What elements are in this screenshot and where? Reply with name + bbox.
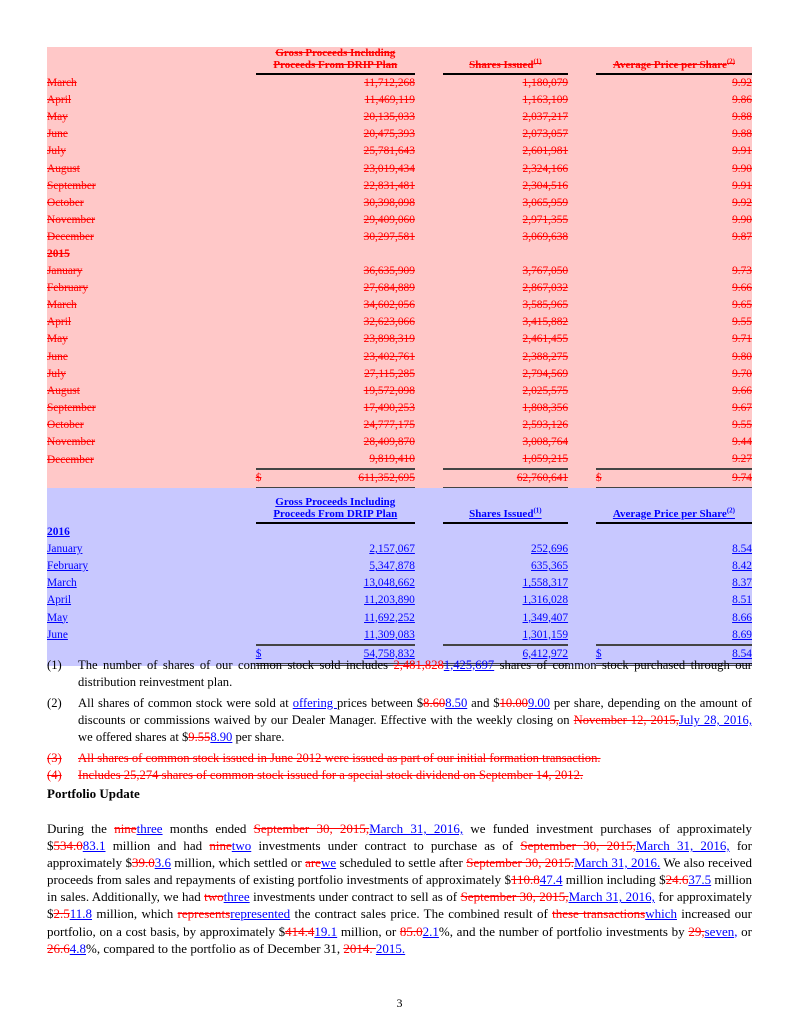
- average-price-value: 9.73: [732, 265, 752, 278]
- average-price-value: 9.90: [732, 162, 752, 175]
- table-row: [47, 195, 752, 212]
- total-price: 8.54: [608, 645, 752, 665]
- table-row: [47, 434, 752, 451]
- gross-proceeds-value: 30,297,581: [363, 230, 415, 243]
- shares-issued-value: 1,301,159: [522, 628, 569, 641]
- shares-issued-value: 2,601,981: [522, 145, 569, 158]
- table-row: [47, 280, 752, 297]
- average-price-value: 9.88: [732, 128, 752, 141]
- month-label: February: [47, 560, 89, 573]
- month-label: March: [47, 299, 77, 312]
- footnotes: [47, 657, 752, 784]
- month-label: June: [47, 629, 68, 642]
- shares-issued-value: 1,180,079: [522, 77, 569, 90]
- month-label: July: [47, 367, 66, 380]
- inserted-table-header-row: [47, 488, 752, 523]
- header-shares-issued: Shares Issued$^{(1)}$: [443, 47, 568, 74]
- average-price-value: 9.65: [732, 299, 752, 312]
- average-price-value: 9.66: [732, 384, 752, 397]
- gross-proceeds-value: 11,309,083: [364, 628, 415, 641]
- table-row: [47, 541, 752, 558]
- gross-proceeds-value: 23,402,761: [363, 350, 415, 363]
- gross-proceeds-value: 20,475,393: [363, 128, 415, 141]
- year-row-2015: 2015: [47, 247, 70, 260]
- footnote-1: (1) The number of shares of our common stock sold includes 2,481,8281,425,697 shares of common stock purchased through our distribution reinvestment plan.: [47, 658, 752, 689]
- table-row: [47, 263, 752, 280]
- gross-proceeds-value: 11,203,890: [364, 594, 415, 607]
- average-price-value: 9.92: [732, 196, 752, 209]
- page-number: 3: [396, 996, 403, 1010]
- shares-issued-value: 2,304,516: [522, 179, 569, 192]
- inserted-sales-table: [47, 488, 752, 666]
- shares-issued-value: 3,069,638: [522, 230, 569, 243]
- gross-proceeds-value: 36,635,909: [363, 265, 415, 278]
- table-row: [47, 143, 752, 160]
- table-row: [47, 178, 752, 195]
- shares-issued-value: 3,585,965: [522, 299, 569, 312]
- shares-issued-value: 3,415,882: [522, 316, 569, 329]
- gross-proceeds-value: 17,490,253: [363, 401, 415, 414]
- gross-proceeds-value: 30,398,098: [363, 196, 415, 209]
- table-row: [47, 74, 752, 92]
- total-gross: 54,758,832: [268, 645, 415, 665]
- shares-issued-value: 1,316,028: [522, 594, 569, 607]
- gross-proceeds-value: 5,347,878: [369, 560, 415, 573]
- average-price-value: 9.44: [732, 436, 752, 449]
- month-label: March: [47, 76, 77, 89]
- month-label: August: [47, 384, 80, 397]
- gross-proceeds-value: 27,684,889: [363, 282, 415, 295]
- deleted-table-header-row: [47, 47, 752, 74]
- shares-issued-value: 2,794,569: [522, 367, 569, 380]
- month-label: November: [47, 213, 96, 226]
- average-price-value: 9.66: [732, 282, 752, 295]
- table-row: [47, 126, 752, 143]
- gross-proceeds-value: 24,777,175: [363, 418, 415, 431]
- header-shares-issued: Shares Issued$^{(1)}$: [443, 488, 568, 523]
- shares-issued-value: 1,059,215: [522, 453, 569, 466]
- table-row: [47, 417, 752, 434]
- table-row: [47, 297, 752, 314]
- shares-issued-value: 1,163,109: [522, 94, 569, 107]
- table-row: [47, 92, 752, 109]
- deleted-total-row: $ 611,352,695 62,760,641 $ 9.74: [47, 469, 752, 489]
- month-label: October: [47, 418, 84, 431]
- average-price-value: 8.37: [732, 577, 752, 590]
- table-row: [47, 229, 752, 246]
- table-row: [47, 109, 752, 126]
- month-label: November: [47, 436, 96, 449]
- gross-proceeds-value: 11,469,119: [364, 94, 415, 107]
- header-average-price: Average Price per Share$^{(2)}$: [596, 47, 752, 74]
- table-row: [47, 160, 752, 177]
- shares-issued-value: 2,324,166: [522, 162, 569, 175]
- footnote-3-deleted: (3) All shares of common stock issued in June 2012 were issued as part of our initial formation transaction.: [47, 751, 601, 765]
- shares-issued-value: 2,025,575: [522, 384, 569, 397]
- average-price-value: 8.69: [732, 628, 752, 641]
- shares-issued-value: 2,073,057: [522, 128, 569, 141]
- header-gross-proceeds: Gross Proceeds Including Proceeds From DRIP Plan: [256, 488, 415, 523]
- average-price-value: 9.71: [732, 333, 752, 346]
- average-price-value: 8.54: [732, 543, 752, 556]
- gross-proceeds-value: 23,019,434: [363, 162, 415, 175]
- gross-proceeds-value: 34,602,056: [363, 299, 415, 312]
- average-price-value: 9.87: [732, 230, 752, 243]
- shares-issued-value: 1,349,407: [522, 611, 569, 624]
- total-shares: 6,412,972: [443, 645, 568, 665]
- gross-proceeds-value: 22,831,481: [363, 179, 415, 192]
- month-label: April: [47, 594, 72, 607]
- table-row: [47, 366, 752, 383]
- table-row: [47, 314, 752, 331]
- gross-proceeds-value: 11,692,252: [364, 611, 415, 624]
- month-label: February: [47, 282, 89, 295]
- shares-issued-value: 3,767,050: [522, 265, 569, 278]
- gross-proceeds-value: 20,135,033: [363, 111, 415, 124]
- inserted-total-row: $ 54,758,832 6,412,972 $ 8.54: [47, 645, 752, 665]
- portfolio-update-paragraph: During the ninethree months ended September 30, 2015,March 31, 2016, we funded investment purchases of approximately $534.083.1 million and had ninetwo investments under contract to purchase as of September 30, 2015,March 31, 2016, for approximately $39.03.6 million, which settled or arewe scheduled to settle after September 30, 2015.March 31, 2016. We also received proceeds from sales and repayments of existing portfolio investments of approximately $110.847.4 million including $24.637.5 million in sales. Additionally, we had twothree investments under contract to sell as of September 30, 2015,March 31, 2016, for approximately $2.511.8 million, which representsrepresented the contract sales price. The combined result of these transactionswhich increased our portfolio, on a cost basis, by approximately $414.419.1 million, or 85.02.1%, and the number of portfolio investments by 29,seven, or 26.64.8%, compared to the portfolio as of December 31, 2014. 2015.: [47, 821, 753, 956]
- average-price-value: 9.86: [732, 94, 752, 107]
- month-label: April: [47, 316, 72, 329]
- footnote-2: (2) All shares of common stock were sold at offering prices between $8.608.50 and $10.009.00 per share, depending on the amount of discounts or commissions waived by our Dealer Manager. Effective with the weekly closing on November 12, 2015,July 28, 2016, we offered shares at $9.558.90 per share.: [47, 696, 752, 744]
- shares-issued-value: 1,558,317: [522, 577, 569, 590]
- gross-proceeds-value: 28,409,870: [363, 436, 415, 449]
- average-price-value: 9.91: [732, 145, 752, 158]
- month-label: December: [47, 453, 94, 466]
- shares-issued-value: 3,065,959: [522, 196, 569, 209]
- table-row: [47, 627, 752, 645]
- month-label: January: [47, 265, 83, 278]
- average-price-value: 9.90: [732, 213, 752, 226]
- total-price: 9.74: [608, 469, 752, 489]
- month-label: May: [47, 333, 68, 346]
- total-gross: 611,352,695: [268, 469, 415, 489]
- month-label: October: [47, 196, 84, 209]
- table-row: [47, 609, 752, 626]
- month-label: March: [47, 577, 77, 590]
- shares-issued-value: 2,593,126: [522, 418, 569, 431]
- month-label: June: [47, 128, 68, 141]
- gross-proceeds-value: 25,781,643: [363, 145, 415, 158]
- average-price-value: 8.51: [732, 594, 752, 607]
- gross-proceeds-value: 2,157,067: [369, 543, 415, 556]
- average-price-value: 9.88: [732, 111, 752, 124]
- table-row: [47, 592, 752, 609]
- section-heading-portfolio-update: Portfolio Update: [47, 786, 140, 801]
- shares-issued-value: 2,461,455: [522, 333, 569, 346]
- month-label: September: [47, 401, 96, 414]
- average-price-value: 8.66: [732, 611, 752, 624]
- average-price-value: 9.91: [732, 179, 752, 192]
- month-label: June: [47, 350, 68, 363]
- shares-issued-value: 2,037,217: [522, 111, 569, 124]
- gross-proceeds-value: 11,712,268: [364, 77, 415, 90]
- gross-proceeds-value: 29,409,060: [363, 213, 415, 226]
- total-shares: 62,760,641: [443, 469, 568, 489]
- year-row-2016: 2016: [47, 525, 70, 538]
- month-label: July: [47, 145, 66, 158]
- shares-issued-value: 252,696: [531, 543, 569, 556]
- gross-proceeds-value: 27,115,285: [364, 367, 415, 380]
- shares-issued-value: 635,365: [531, 560, 569, 573]
- average-price-value: 9.67: [732, 401, 752, 414]
- table-row: [47, 212, 752, 229]
- average-price-value: 9.70: [732, 367, 752, 380]
- month-label: September: [47, 179, 96, 192]
- shares-issued-value: 1,808,356: [522, 401, 569, 414]
- table-row: [47, 383, 752, 400]
- month-label: April: [47, 94, 72, 107]
- average-price-value: 9.92: [732, 77, 752, 90]
- gross-proceeds-value: 19,572,098: [363, 384, 415, 397]
- table-row: [47, 331, 752, 348]
- shares-issued-value: 2,388,275: [522, 350, 569, 363]
- month-label: January: [47, 543, 83, 556]
- gross-proceeds-value: 9,819,410: [369, 453, 415, 466]
- average-price-value: 9.27: [732, 453, 752, 466]
- average-price-value: 9.80: [732, 350, 752, 363]
- gross-proceeds-value: 32,623,066: [363, 316, 415, 329]
- month-label: May: [47, 111, 68, 124]
- gross-proceeds-value: 13,048,662: [363, 577, 415, 590]
- month-label: May: [47, 611, 68, 624]
- average-price-value: 9.55: [732, 316, 752, 329]
- average-price-value: 9.55: [732, 418, 752, 431]
- header-gross-proceeds: Gross Proceeds Including Proceeds From DRIP Plan: [256, 47, 415, 74]
- average-price-value: 8.42: [732, 560, 752, 573]
- gross-proceeds-value: 23,898,319: [363, 333, 415, 346]
- footnote-4-deleted: (4) Includes 25,274 shares of common stock issued for a special stock dividend on September 14, 2012.: [47, 768, 584, 782]
- table-row: [47, 349, 752, 366]
- shares-issued-value: 2,867,032: [522, 282, 569, 295]
- month-label: December: [47, 230, 94, 243]
- table-row: [47, 400, 752, 417]
- shares-issued-value: 2,971,355: [522, 213, 569, 226]
- month-label: August: [47, 162, 80, 175]
- shares-issued-value: 3,008,764: [522, 436, 569, 449]
- table-row: [47, 575, 752, 592]
- header-average-price: Average Price per Share$^{(2)}$: [596, 488, 752, 523]
- table-row: [47, 558, 752, 575]
- deleted-sales-table: [47, 47, 752, 490]
- table-row: [47, 451, 752, 469]
